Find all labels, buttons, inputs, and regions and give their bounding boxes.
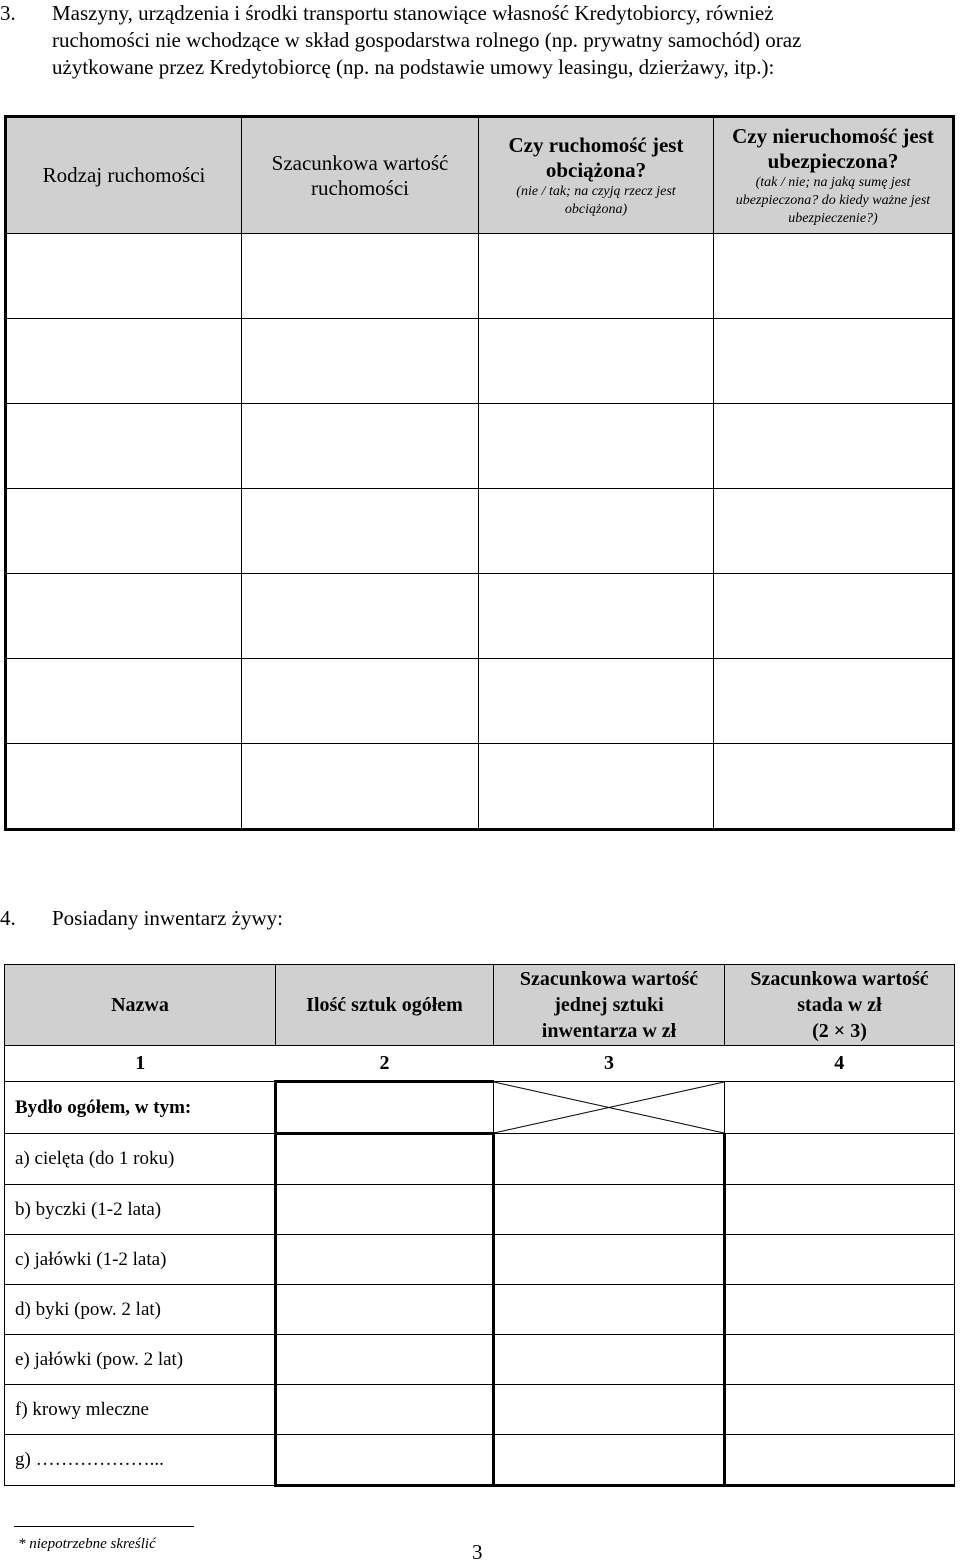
section-4-heading — [0, 905, 283, 932]
table1-cell[interactable] — [242, 489, 479, 574]
table1-cell[interactable] — [6, 234, 242, 319]
count-cell[interactable] — [276, 1082, 494, 1134]
table2-header-count: Ilość sztuk ogółem — [276, 965, 494, 1046]
unit-value-cell[interactable] — [494, 1335, 725, 1385]
table1-cell[interactable] — [242, 744, 479, 830]
column-number: 3 — [494, 1046, 725, 1082]
table-row — [5, 1285, 955, 1335]
row-label: a) cielęta (do 1 roku) — [5, 1134, 276, 1185]
row-label: b) byczki (1-2 lata) — [5, 1185, 276, 1235]
table1-row — [6, 659, 954, 744]
count-cell[interactable] — [276, 1285, 494, 1335]
table-row — [5, 1185, 955, 1235]
table1-cell[interactable] — [242, 574, 479, 659]
page-number: 3 — [472, 1540, 483, 1564]
table1-cell[interactable] — [479, 659, 714, 744]
table-row — [5, 1385, 955, 1435]
table1-cell[interactable] — [714, 574, 954, 659]
table2-column-numbers — [5, 1046, 955, 1082]
table1-header-encumbered: Czy ruchomość jest obciążona? (nie / tak; na czyją rzecz jest obciążona) — [479, 117, 714, 234]
column-number: 4 — [725, 1046, 955, 1082]
livestock-table — [4, 964, 955, 1487]
count-cell[interactable] — [276, 1235, 494, 1285]
table1-row — [6, 744, 954, 830]
section-3-line-1: 3. Maszyny, urządzenia i środki transportu stanowiące własność Kredytobiorcy, również — [0, 1, 774, 25]
table1-cell[interactable] — [6, 489, 242, 574]
table1-cell[interactable] — [6, 744, 242, 830]
footnote-rule — [14, 1526, 194, 1527]
movable-property-table — [4, 115, 955, 831]
section-3-line-3: użytkowane przez Kredytobiorcę (np. na podstawie umowy leasingu, dzierżawy, itp.): — [52, 55, 775, 79]
herd-value-cell[interactable] — [725, 1082, 955, 1134]
table1-cell[interactable] — [6, 659, 242, 744]
count-cell[interactable] — [276, 1435, 494, 1486]
table1-cell[interactable] — [714, 659, 954, 744]
table1-cell[interactable] — [479, 574, 714, 659]
row-label: g) ………………... — [5, 1435, 276, 1486]
table-row — [5, 1082, 955, 1134]
row-label: d) byki (pow. 2 lat) — [5, 1285, 276, 1335]
table1-cell[interactable] — [479, 234, 714, 319]
unit-value-cell[interactable] — [494, 1134, 725, 1185]
unit-value-cell[interactable] — [494, 1385, 725, 1435]
table1-cell[interactable] — [479, 404, 714, 489]
table1-row — [6, 574, 954, 659]
table1-row — [6, 319, 954, 404]
herd-value-cell[interactable] — [725, 1335, 955, 1385]
count-cell[interactable] — [276, 1134, 494, 1185]
herd-value-cell[interactable] — [725, 1385, 955, 1435]
cross-mark-icon — [494, 1082, 724, 1133]
table1-row — [6, 404, 954, 489]
section-4-title: Posiadany inwentarz żywy: — [52, 906, 283, 930]
table-row — [5, 1435, 955, 1486]
table1-cell[interactable] — [242, 404, 479, 489]
table1-cell[interactable] — [6, 574, 242, 659]
row-label: c) jałówki (1-2 lata) — [5, 1235, 276, 1285]
footnote: * niepotrzebne skreślić — [18, 1536, 156, 1552]
row-label: e) jałówki (pow. 2 lat) — [5, 1335, 276, 1385]
table1-cell[interactable] — [479, 319, 714, 404]
table1-cell[interactable] — [714, 744, 954, 830]
count-cell[interactable] — [276, 1335, 494, 1385]
unit-value-cell[interactable] — [494, 1435, 725, 1486]
herd-value-cell[interactable] — [725, 1435, 955, 1486]
table1-cell[interactable] — [6, 404, 242, 489]
count-cell[interactable] — [276, 1185, 494, 1235]
table-row — [5, 1134, 955, 1185]
count-cell[interactable] — [276, 1385, 494, 1435]
table2-header-name: Nazwa — [5, 965, 276, 1046]
table1-header-insured: Czy nieruchomość jest ubezpieczona? (tak / nie; na jaką sumę jest ubezpieczona? do kiedy ważne jest ubezpieczenie?) — [714, 117, 954, 234]
herd-value-cell[interactable] — [725, 1285, 955, 1335]
table1-cell[interactable] — [6, 319, 242, 404]
section-3-number: 3. — [0, 1, 16, 25]
unit-value-cell[interactable] — [494, 1185, 725, 1235]
table-row — [5, 1235, 955, 1285]
crossed-out-cell — [494, 1082, 725, 1134]
table1-row — [6, 489, 954, 574]
herd-value-cell[interactable] — [725, 1235, 955, 1285]
row-label: f) krowy mleczne — [5, 1385, 276, 1435]
section-3-heading — [0, 0, 952, 81]
section-4-number: 4. — [0, 906, 16, 930]
table1-header-type: Rodzaj ruchomości — [6, 117, 242, 234]
section-3-line-2: ruchomości nie wchodzące w skład gospodarstwa rolnego (np. prywatny samochód) oraz — [52, 28, 802, 52]
column-number: 1 — [5, 1046, 276, 1082]
table1-cell[interactable] — [479, 489, 714, 574]
table2-header-unit-value: Szacunkowa wartość jednej sztuki inwentarza w zł — [494, 965, 725, 1046]
column-number: 2 — [276, 1046, 494, 1082]
table1-cell[interactable] — [242, 659, 479, 744]
table2-header-herd-value: Szacunkowa wartość stada w zł (2 × 3) — [725, 965, 955, 1046]
table1-row — [6, 234, 954, 319]
herd-value-cell[interactable] — [725, 1185, 955, 1235]
row-label: Bydło ogółem, w tym: — [5, 1082, 276, 1134]
table1-cell[interactable] — [242, 319, 479, 404]
table1-cell[interactable] — [714, 319, 954, 404]
table1-cell[interactable] — [714, 234, 954, 319]
table1-cell[interactable] — [242, 234, 479, 319]
table2-header-row — [5, 965, 955, 1046]
unit-value-cell[interactable] — [494, 1285, 725, 1335]
table1-cell[interactable] — [714, 404, 954, 489]
unit-value-cell[interactable] — [494, 1235, 725, 1285]
table1-cell[interactable] — [714, 489, 954, 574]
table-row — [5, 1335, 955, 1385]
herd-value-cell[interactable] — [725, 1134, 955, 1185]
table1-header-value: Szacunkowa wartość ruchomości — [242, 117, 479, 234]
table1-header-row — [6, 117, 954, 234]
table1-cell[interactable] — [479, 744, 714, 830]
